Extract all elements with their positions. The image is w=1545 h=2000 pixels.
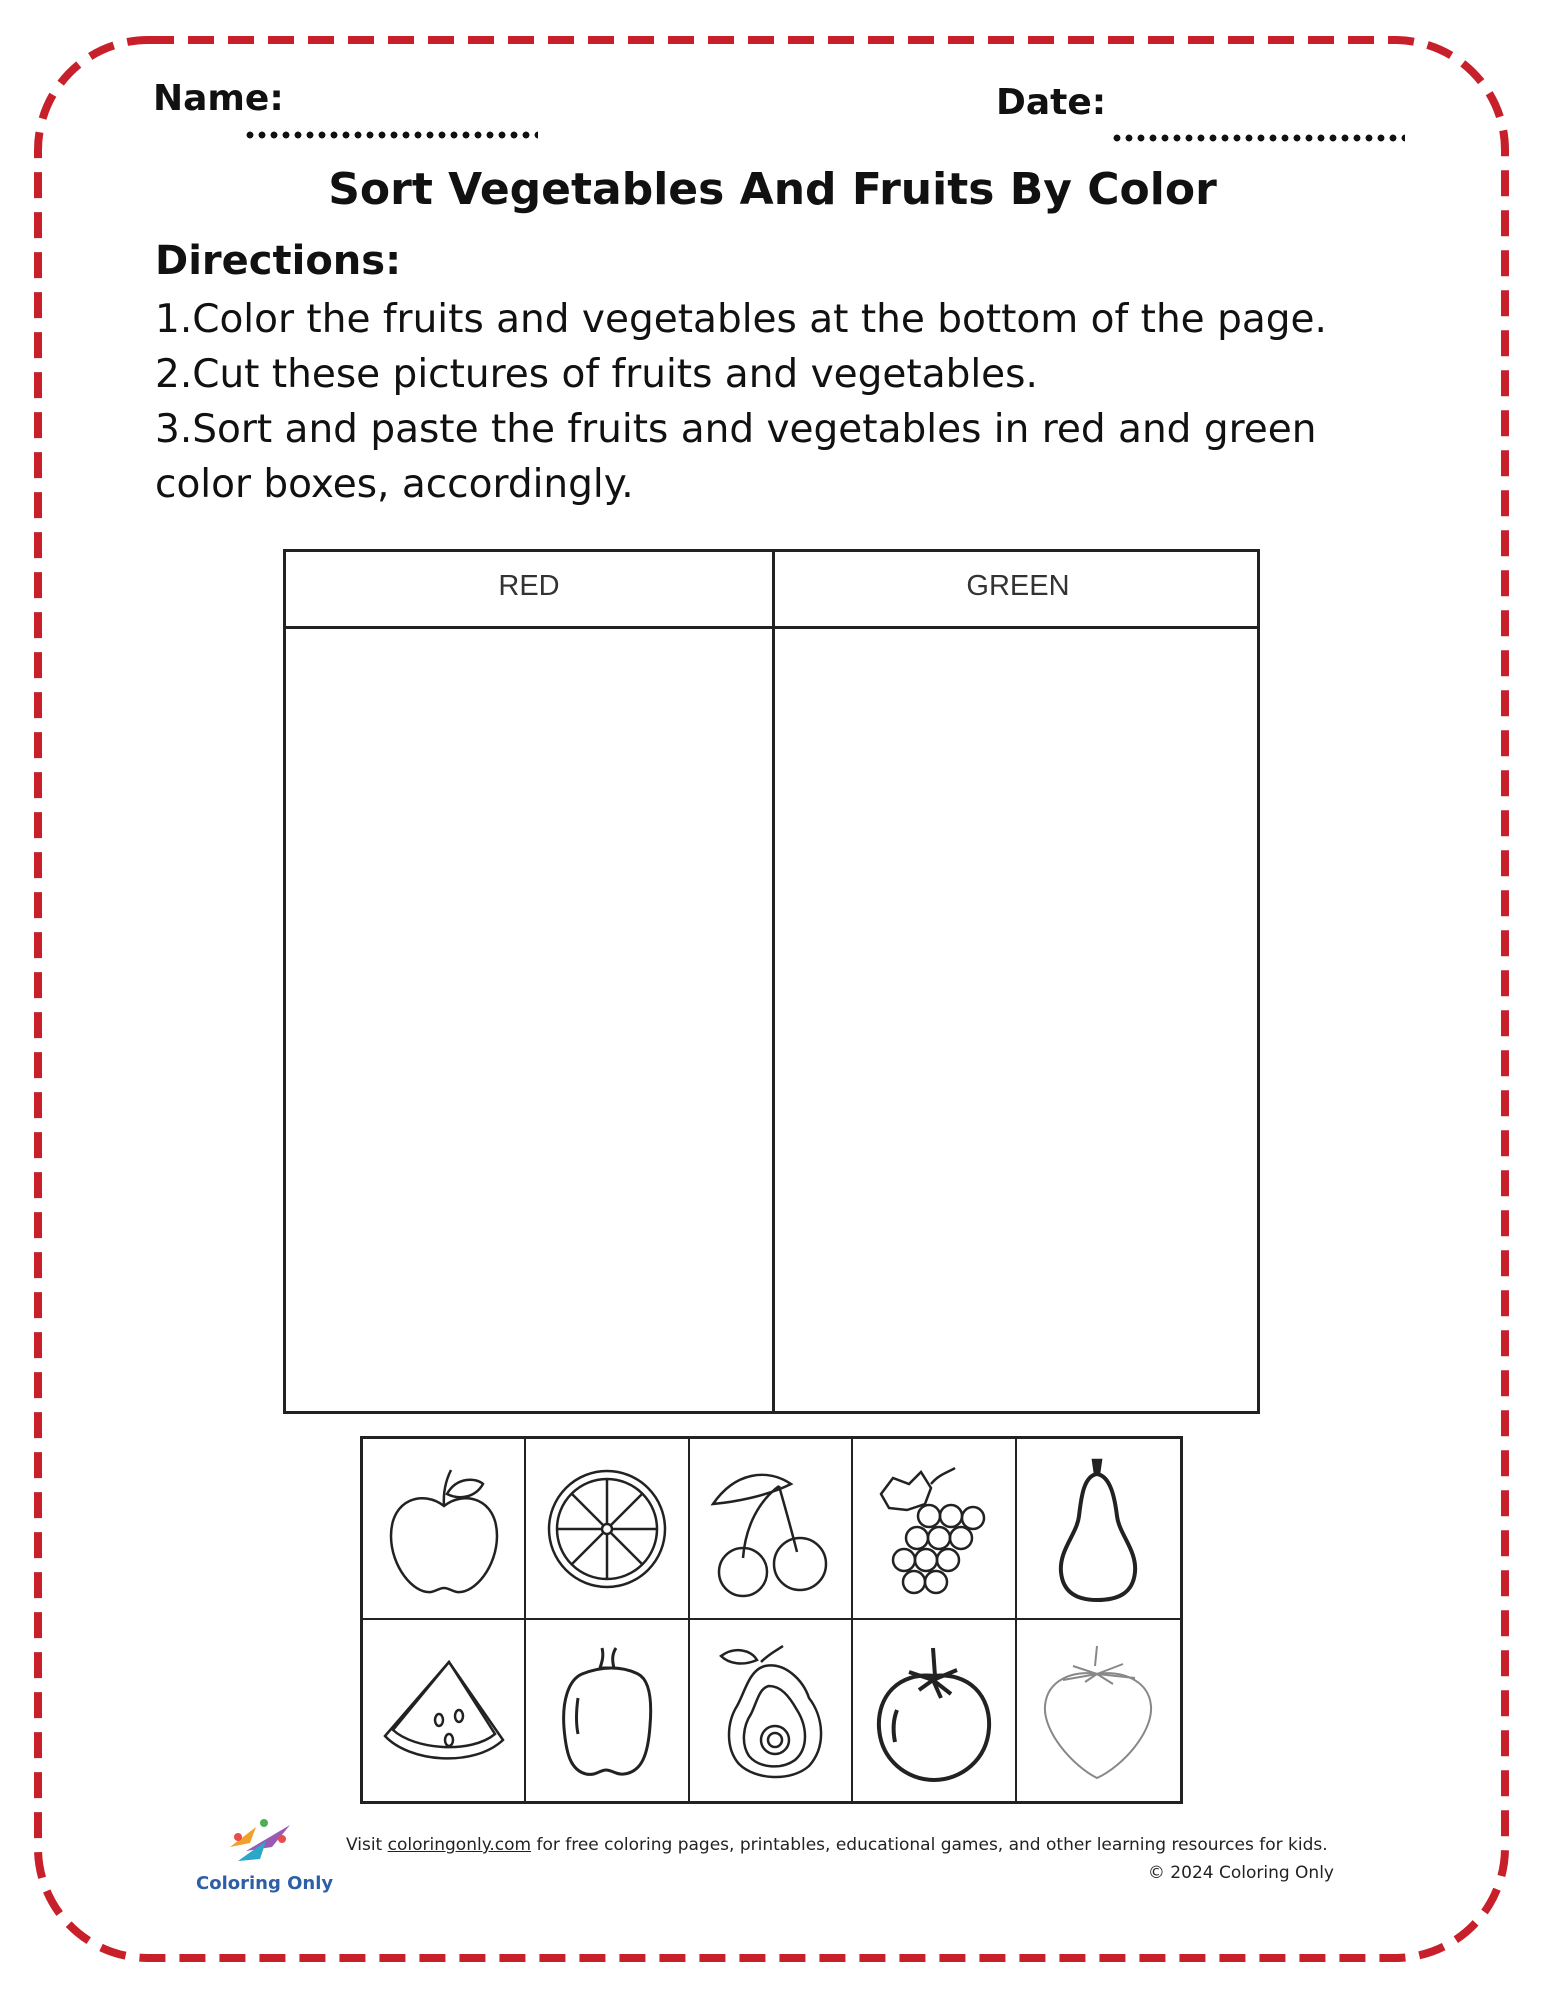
fruit-picture-grid — [360, 1436, 1183, 1804]
header-rule — [286, 626, 1257, 629]
name-label: Name: — [153, 78, 284, 119]
bell-pepper-icon — [542, 1636, 672, 1786]
footer-note — [346, 1835, 1334, 1855]
red-column-header: RED — [498, 570, 560, 602]
apple-icon — [379, 1454, 509, 1604]
strawberry-icon — [1033, 1636, 1163, 1786]
footer-copyright: © 2024 Coloring Only — [1147, 1863, 1334, 1883]
green-column-header: GREEN — [966, 570, 1070, 602]
watermelon-slice-icon — [379, 1636, 509, 1786]
directions-heading: Directions: — [155, 238, 402, 284]
name-blank-line[interactable] — [244, 130, 538, 140]
pear-icon — [1033, 1454, 1163, 1604]
footer-description: for free coloring pages, printables, educational games, and other learning resources for kids. — [536, 1835, 1328, 1855]
cherries-icon — [705, 1454, 835, 1604]
pear-card[interactable] — [1017, 1439, 1180, 1620]
direction-step-1: 1.Color the fruits and vegetables at the bottom of the page. — [155, 297, 1327, 342]
coloring-only-logo-text: Coloring Only — [196, 1873, 334, 1894]
avocado-icon — [705, 1636, 835, 1786]
apple-card[interactable] — [363, 1439, 526, 1620]
strawberry-card[interactable] — [1017, 1620, 1180, 1801]
date-label: Date: — [996, 82, 1107, 123]
bell-pepper-card[interactable] — [526, 1620, 689, 1801]
coloring-only-logo-icon — [220, 1817, 300, 1867]
orange-slice-card[interactable] — [526, 1439, 689, 1620]
sort-table — [283, 549, 1260, 1414]
grapes-card[interactable] — [853, 1439, 1016, 1620]
direction-step-2: 2.Cut these pictures of fruits and vegetables. — [155, 352, 1038, 397]
cherries-card[interactable] — [690, 1439, 853, 1620]
tomato-icon — [869, 1636, 999, 1786]
avocado-card[interactable] — [690, 1620, 853, 1801]
watermelon-slice-card[interactable] — [363, 1620, 526, 1801]
footer-visit: Visit — [346, 1835, 383, 1855]
tomato-card[interactable] — [853, 1620, 1016, 1801]
date-blank-line[interactable] — [1111, 133, 1405, 143]
grapes-icon — [869, 1454, 999, 1604]
orange-slice-icon — [542, 1454, 672, 1604]
footer-site-link[interactable]: coloringonly.com — [387, 1835, 532, 1855]
page-title: Sort Vegetables And Fruits By Color — [328, 164, 1217, 215]
direction-step-3: 3.Sort and paste the fruits and vegetables in red and green color boxes, accordingly. — [155, 407, 1317, 507]
column-divider — [772, 552, 775, 1411]
